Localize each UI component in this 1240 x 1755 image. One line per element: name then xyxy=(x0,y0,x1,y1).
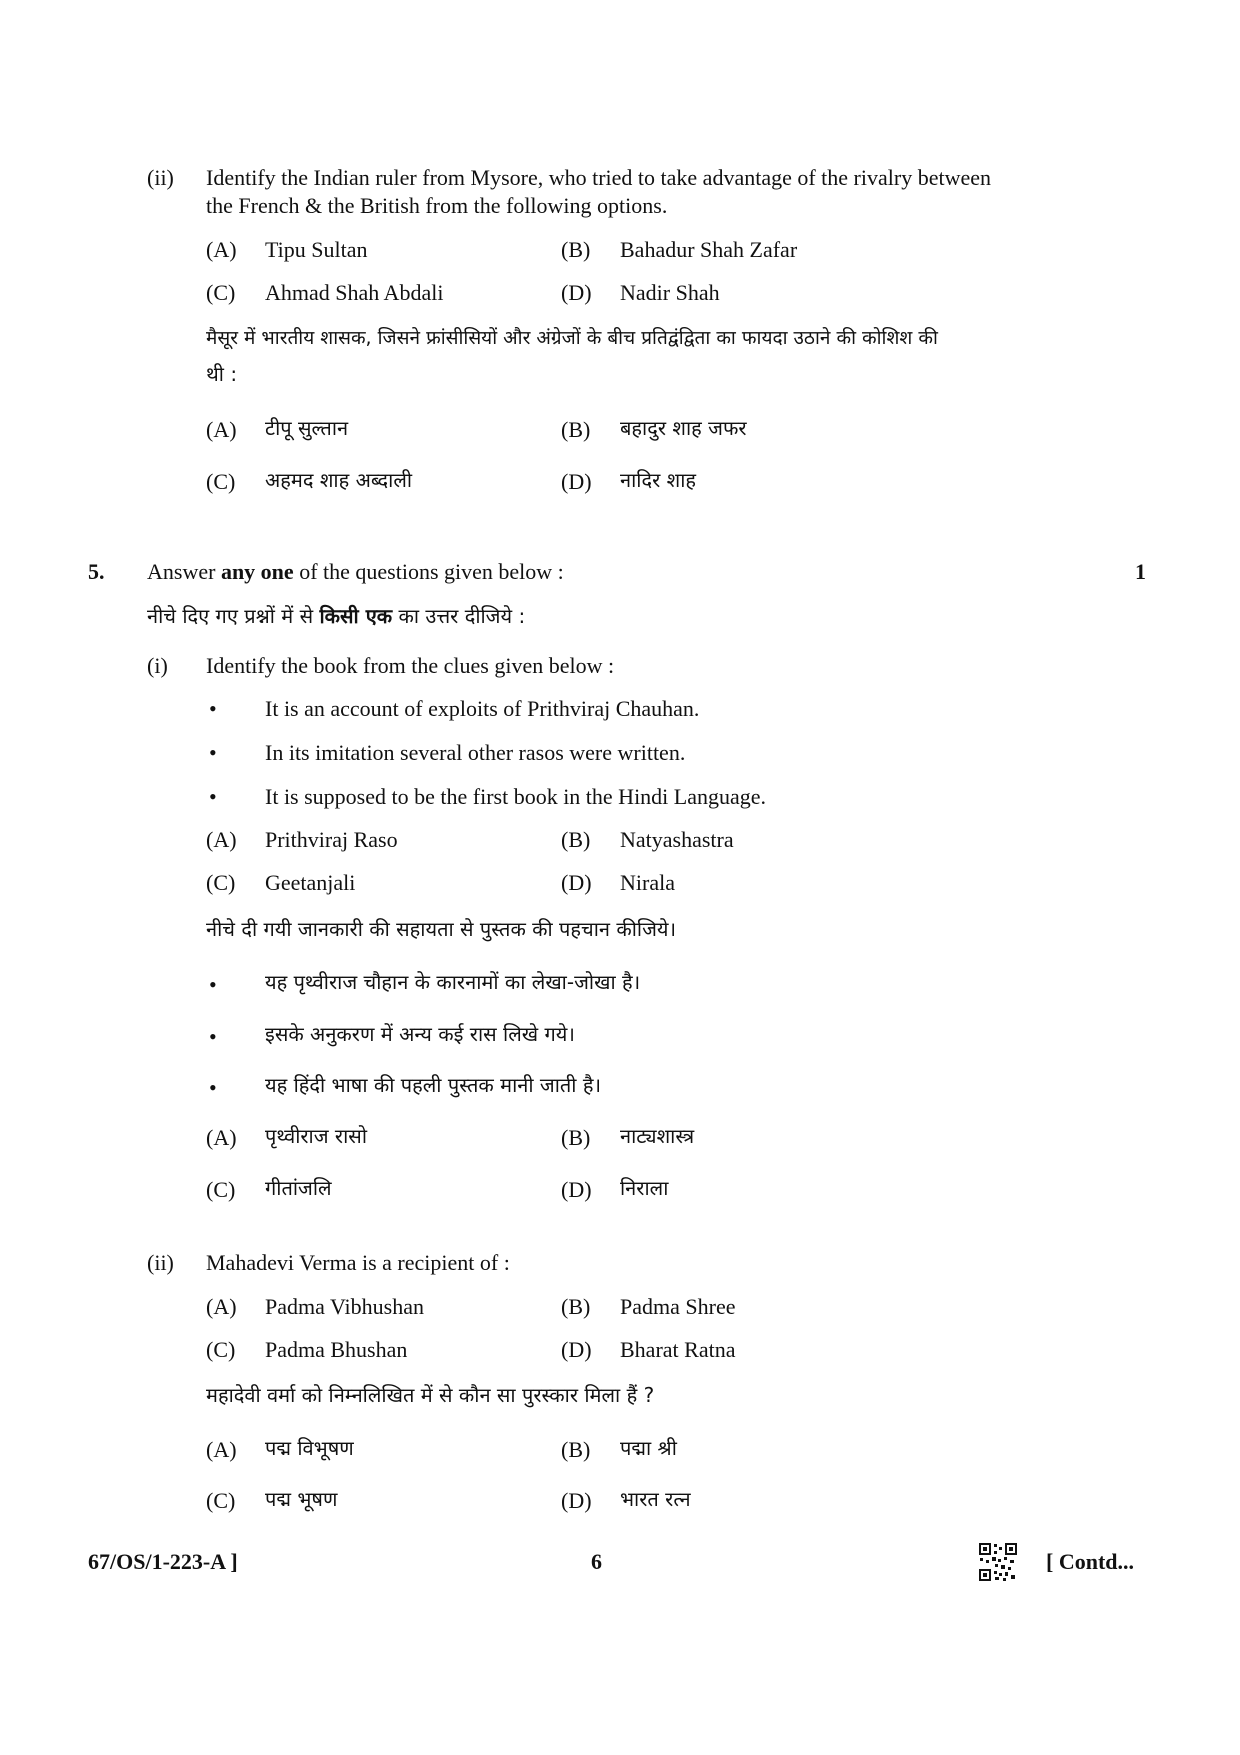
q5ii-opt-d-text: Bharat Ratna xyxy=(620,1337,736,1362)
q4ii-opt-a-letter: (A) xyxy=(206,237,237,262)
q4ii-hi-opt-a-text: टीपू सुल्तान xyxy=(265,416,349,440)
q5ii-opt-b-letter: (B) xyxy=(561,1294,591,1319)
q5i-hi-opt-c-letter: (C) xyxy=(206,1177,236,1202)
q5i-opt-c-text: Geetanjali xyxy=(265,870,356,895)
q5i-hi-bullet-1: • xyxy=(209,972,217,997)
q5i-hi-bullet-3: • xyxy=(209,1075,217,1100)
q5i-hi-opt-b-letter: (B) xyxy=(561,1125,591,1150)
q5ii-hi-opt-d-letter: (D) xyxy=(561,1488,592,1513)
q4ii-hi-opt-b-letter: (B) xyxy=(561,417,591,442)
q5i-clue-3: It is supposed to be the first book in the Hindi Language. xyxy=(265,784,767,809)
q5i-label: (i) xyxy=(147,653,168,678)
q5-instruction xyxy=(147,558,564,586)
q5i-clue-1: It is an account of exploits of Prithviraj Chauhan. xyxy=(265,696,700,721)
q5ii-opt-a-letter: (A) xyxy=(206,1294,237,1319)
q4ii-hi-opt-c-text: अहमद शाह अब्दाली xyxy=(265,468,413,492)
q5i-opt-d-letter: (D) xyxy=(561,870,592,895)
q5i-hi-bullet-2: • xyxy=(209,1024,217,1049)
q5i-bullet-1: • xyxy=(209,696,217,721)
q5i-hindi-question: नीचे दी गयी जानकारी की सहायता से पुस्तक की पहचान कीजिये। xyxy=(206,917,677,941)
q5i-hi-opt-a-text: पृथ्वीराज रासो xyxy=(265,1124,367,1148)
q4ii-opt-d-text: Nadir Shah xyxy=(620,280,720,305)
q4ii-opt-b-text: Bahadur Shah Zafar xyxy=(620,237,798,262)
q5ii-opt-a-text: Padma Vibhushan xyxy=(265,1294,424,1319)
q5i-opt-b-text: Natyashastra xyxy=(620,827,734,852)
q4ii-opt-c-text: Ahmad Shah Abdali xyxy=(265,280,444,305)
q5ii-hi-opt-b-letter: (B) xyxy=(561,1437,591,1462)
q5ii-hi-opt-b-text: पद्मा श्री xyxy=(620,1436,677,1460)
q5ii-hi-opt-d-text: भारत रत्न xyxy=(620,1487,691,1511)
q5i-hi-opt-d-text: निराला xyxy=(620,1176,669,1200)
q5i-bullet-3: • xyxy=(209,784,217,809)
q5i-clue-2: In its imitation several other rasos were written. xyxy=(265,740,686,765)
q5-hindi-instruction xyxy=(147,602,525,630)
q4ii-line2: the French & the British from the following options. xyxy=(206,193,668,218)
qr-code-icon xyxy=(978,1542,1018,1582)
q5i-opt-d-text: Nirala xyxy=(620,870,675,895)
q5ii-hi-opt-c-text: पद्म भूषण xyxy=(265,1487,338,1511)
q5i-hi-clue-2: इसके अनुकरण में अन्य कई रास लिखे गये। xyxy=(265,1022,575,1046)
q5i-hi-opt-c-text: गीतांजलि xyxy=(265,1176,332,1200)
q5-instr-pre: Answer xyxy=(147,559,221,584)
q4ii-hi-opt-d-letter: (D) xyxy=(561,469,592,494)
q5i-hi-opt-a-letter: (A) xyxy=(206,1125,237,1150)
q5-number: 5. xyxy=(88,559,105,584)
q5i-bullet-2: • xyxy=(209,740,217,765)
q5i-question: Identify the book from the clues given below : xyxy=(206,653,615,678)
q5-hi-bold: किसी एक xyxy=(319,604,393,628)
q4ii-hi-opt-a-letter: (A) xyxy=(206,417,237,442)
q5ii-opt-c-text: Padma Bhushan xyxy=(265,1337,408,1362)
q4ii-opt-d-letter: (D) xyxy=(561,280,592,305)
q4ii-hi-opt-c-letter: (C) xyxy=(206,469,236,494)
q4ii-hindi-line1: मैसूर में भारतीय शासक, जिसने फ्रांसीसियों और अंग्रेजों के बीच प्रतिद्वंद्विता का फायदा उठाने की कोशिश की xyxy=(206,327,938,349)
q5i-hi-clue-3: यह हिंदी भाषा की पहली पुस्तक मानी जाती है। xyxy=(265,1073,602,1097)
q5ii-opt-b-text: Padma Shree xyxy=(620,1294,736,1319)
q5ii-hi-opt-a-letter: (A) xyxy=(206,1437,237,1462)
q5i-opt-a-text: Prithviraj Raso xyxy=(265,827,398,852)
page-number: 6 xyxy=(591,1549,602,1574)
q5ii-hindi-question: महादेवी वर्मा को निम्नलिखित में से कौन सा पुरस्कार मिला हैं ? xyxy=(206,1383,655,1407)
q4ii-hi-opt-d-text: नादिर शाह xyxy=(620,468,697,492)
q4ii-hindi-line2: थी : xyxy=(206,362,238,386)
q5i-hi-clue-1: यह पृथ्वीराज चौहान के कारनामों का लेखा-जोखा है। xyxy=(265,970,641,994)
q4ii-opt-a-text: Tipu Sultan xyxy=(265,237,368,262)
q4ii-opt-b-letter: (B) xyxy=(561,237,591,262)
continued-label: [ Contd... xyxy=(1046,1549,1135,1574)
q5ii-label: (ii) xyxy=(147,1250,174,1275)
q4ii-hi-opt-b-text: बहादुर शाह जफर xyxy=(620,416,747,440)
q5i-opt-b-letter: (B) xyxy=(561,827,591,852)
q5-marks: 1 xyxy=(1135,559,1146,584)
q5i-hi-opt-b-text: नाट्यशास्त्र xyxy=(620,1124,695,1148)
paper-code: 67/OS/1-223-A ] xyxy=(88,1549,238,1574)
q5-hi-post: का उत्तर दीजिये : xyxy=(392,604,526,628)
q5-instr-bold: any one xyxy=(220,559,294,584)
q5-hi-pre: नीचे दिए गए प्रश्नों में से xyxy=(147,604,320,628)
q5i-hi-opt-d-letter: (D) xyxy=(561,1177,592,1202)
q5ii-opt-d-letter: (D) xyxy=(561,1337,592,1362)
q5ii-opt-c-letter: (C) xyxy=(206,1337,236,1362)
q5-instr-post: of the questions given below : xyxy=(293,559,564,584)
q4ii-label: (ii) xyxy=(147,165,174,190)
q4ii-line1: Identify the Indian ruler from Mysore, who tried to take advantage of the rivalry between xyxy=(206,165,991,190)
q5ii-question: Mahadevi Verma is a recipient of : xyxy=(206,1250,510,1275)
q5ii-hi-opt-a-text: पद्म विभूषण xyxy=(265,1436,354,1460)
q5i-opt-c-letter: (C) xyxy=(206,870,236,895)
q4ii-opt-c-letter: (C) xyxy=(206,280,236,305)
q5i-opt-a-letter: (A) xyxy=(206,827,237,852)
q5ii-hi-opt-c-letter: (C) xyxy=(206,1488,236,1513)
